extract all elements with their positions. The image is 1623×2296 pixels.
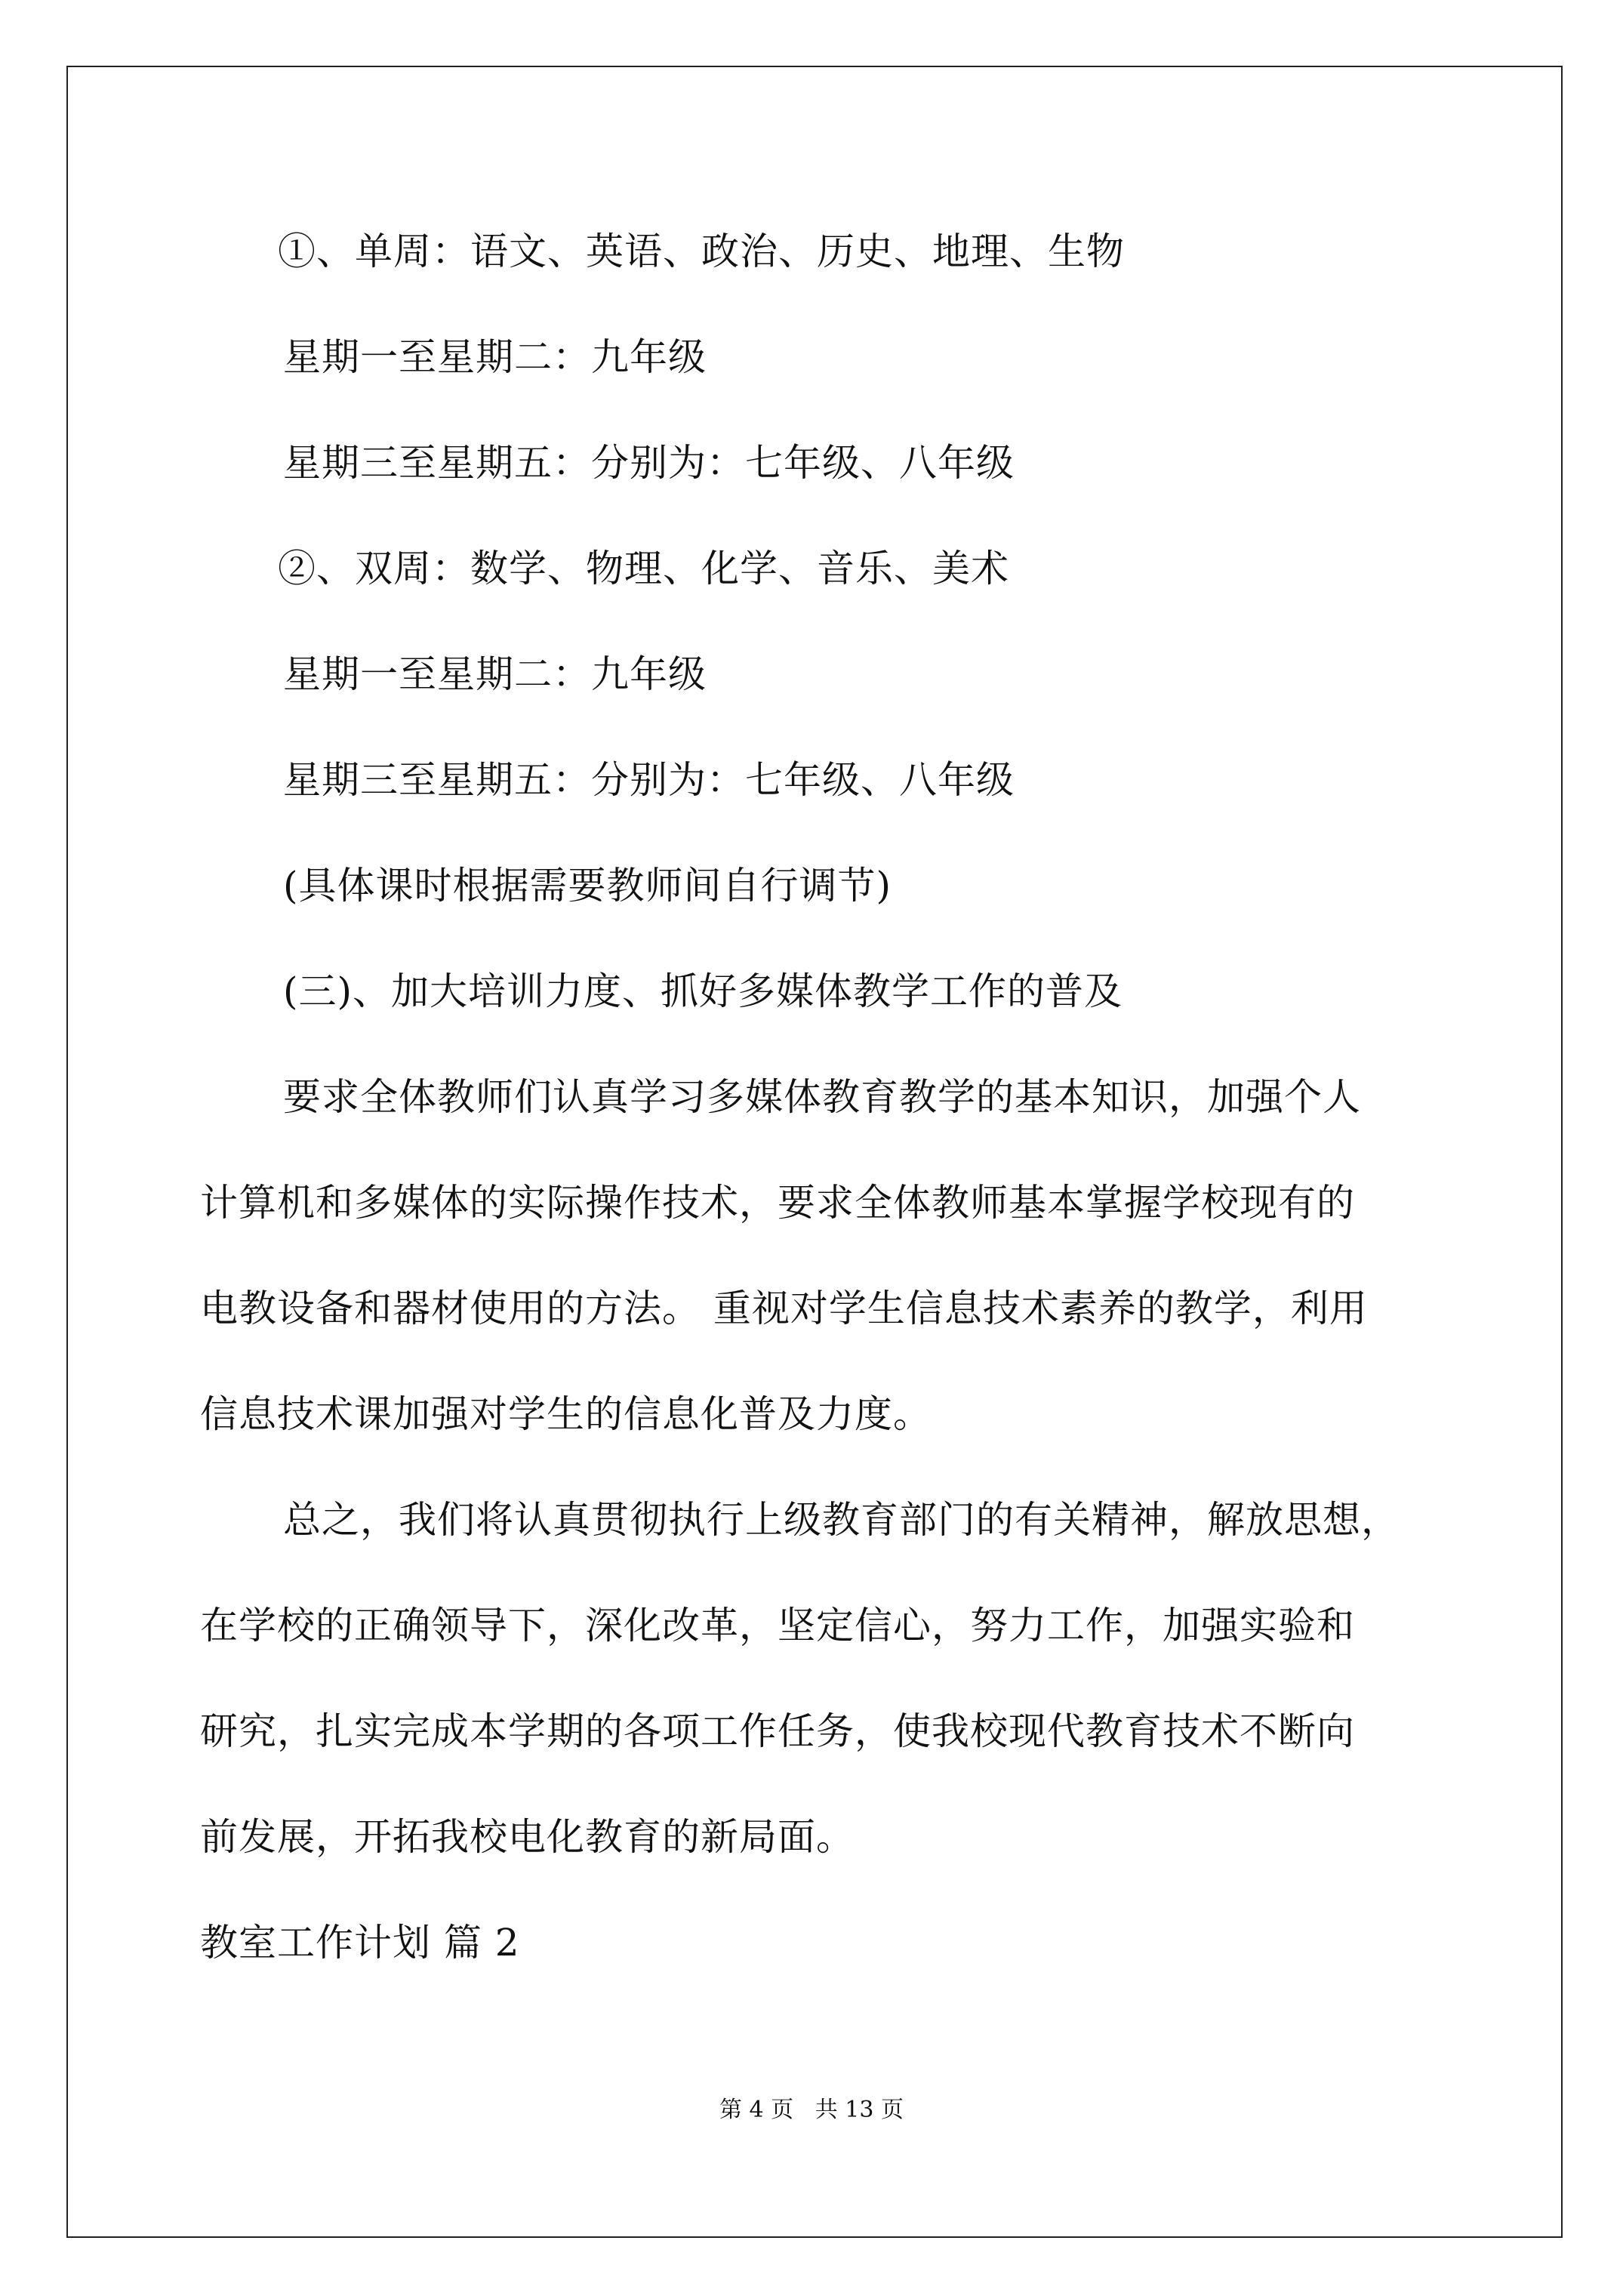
page-border xyxy=(66,66,1563,2238)
paragraph-summary-line-4: 前发展，开拓我校电化教育的新局面。 xyxy=(200,1815,855,1859)
paragraph-training-line-3: 电教设备和器材使用的方法。 重视对学生信息技术素养的教学，利用 xyxy=(200,1287,1368,1330)
line-mon-tue-grade9: 星期一至星期二：九年级 xyxy=(283,335,707,379)
paragraph-training-line-2: 计算机和多媒体的实际操作技术，要求全体教师基本掌握学校现有的 xyxy=(200,1181,1355,1225)
paragraph-training-line-1: 要求全体教师们认真学习多媒体教育教学的基本知识，加强个人 xyxy=(283,1075,1361,1119)
page-footer: 第 4 页 共 13 页 xyxy=(719,2097,904,2123)
line-wed-fri-grade7-8: 星期三至星期五：分别为：七年级、八年级 xyxy=(283,441,1015,485)
line-schedule-double-week: ②、双周：数学、物理、化学、音乐、美术 xyxy=(278,547,1009,590)
paragraph-summary-line-2: 在学校的正确领导下，深化改革，坚定信心，努力工作，加强实验和 xyxy=(200,1604,1355,1647)
section-title-plan-2: 教室工作计划 篇 2 xyxy=(200,1921,520,1965)
line-wed-fri-grade7-8-2: 星期三至星期五：分别为：七年级、八年级 xyxy=(283,758,1015,802)
line-schedule-single-week: ①、单周：语文、英语、政治、历史、地理、生物 xyxy=(278,230,1125,273)
paragraph-summary-line-1: 总之，我们将认真贯彻执行上级教育部门的有关精神，解放思想， xyxy=(283,1498,1400,1542)
paragraph-training-line-4: 信息技术课加强对学生的信息化普及力度。 xyxy=(200,1392,932,1436)
paragraph-summary-line-3: 研究，扎实完成本学期的各项工作任务，使我校现代教育技术不断向 xyxy=(200,1709,1355,1753)
line-note-hours: (具体课时根据需要教师间自行调节) xyxy=(283,864,892,908)
line-mon-tue-grade9-2: 星期一至星期二：九年级 xyxy=(283,652,707,696)
section-heading-3: (三)、加大培训力度、抓好多媒体教学工作的普及 xyxy=(283,969,1123,1013)
